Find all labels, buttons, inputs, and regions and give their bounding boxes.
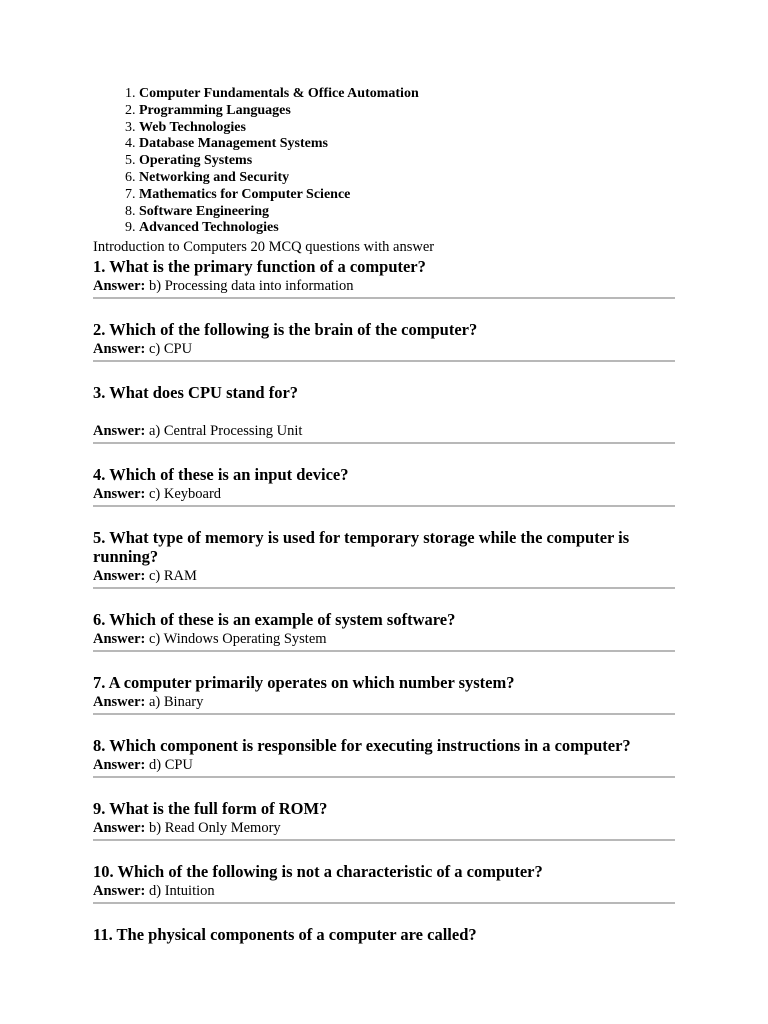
answer-label: Answer: [93,486,146,503]
divider [93,505,675,507]
divider [93,442,675,444]
answer-label: Answer: [93,631,146,648]
question-block [93,673,675,715]
divider [93,650,675,652]
question-heading: 5. What type of memory is used for temporary storage while the computer is running? [93,528,630,567]
question-heading: 8. Which component is responsible for executing instructions in a computer? [93,736,631,756]
answer-text: c) Windows Operating System [148,631,327,648]
question-heading: 10. Which of the following is not a characteristic of a computer? [93,862,543,882]
topic-item: 3. Web Technologies [139,120,675,137]
topic-list [93,86,675,237]
topic-item: 7. Mathematics for Computer Science [139,187,675,204]
topic-item: 4. Database Management Systems [139,136,675,153]
topic-item: 9. Advanced Technologies [139,220,675,237]
answer-label: Answer: [93,820,146,837]
divider [93,360,675,362]
answer-line [93,276,675,296]
question-heading: 3. What does CPU stand for? [93,383,299,403]
answer-text: b) Processing data into information [148,278,354,295]
answer-text: d) CPU [148,757,193,774]
question-block [93,320,675,362]
question-heading: 4. Which of these is an input device? [93,465,349,485]
question-block [93,925,675,944]
divider [93,713,675,715]
answer-text: d) Intuition [148,883,215,900]
document-page [93,86,675,944]
question-block [93,257,675,299]
divider [93,297,675,299]
answer-text: c) RAM [148,568,197,585]
question-block [93,862,675,904]
answer-text: c) Keyboard [148,486,222,503]
topic-item: 8. Software Engineering [139,204,675,221]
question-block [93,383,675,444]
topic-item: 5. Operating Systems [139,153,675,170]
question-block [93,610,675,652]
question-heading: 1. What is the primary function of a computer? [93,257,426,277]
answer-text: a) Binary [148,694,204,711]
answer-label: Answer: [93,341,146,358]
answer-line [93,818,675,838]
answer-label: Answer: [93,757,146,774]
intro-text: Introduction to Computers 20 MCQ questions with answer [93,239,435,256]
divider [93,839,675,841]
answer-label: Answer: [93,694,146,711]
question-block [93,528,675,589]
topic-item: 1. Computer Fundamentals & Office Automation [139,86,675,103]
question-heading: 2. Which of the following is the brain of the computer? [93,320,478,340]
answer-line [93,755,675,775]
answer-label: Answer: [93,423,146,440]
answer-text: b) Read Only Memory [148,820,281,837]
answer-line [93,339,675,359]
question-block [93,465,675,507]
answer-text: c) CPU [148,341,193,358]
answer-label: Answer: [93,568,146,585]
answer-line [93,484,675,504]
answer-line [93,421,675,441]
question-block [93,736,675,778]
answer-label: Answer: [93,278,146,295]
answer-line [93,629,675,649]
question-heading: 6. Which of these is an example of system software? [93,610,456,630]
blank-line [93,402,675,421]
answer-label: Answer: [93,883,146,900]
answer-line [93,692,675,712]
question-block [93,799,675,841]
divider [93,587,675,589]
question-heading: 11. The physical components of a computer are called? [93,925,477,945]
answer-line [93,566,675,586]
question-heading: 9. What is the full form of ROM? [93,799,328,819]
topic-item: 2. Programming Languages [139,103,675,120]
question-heading: 7. A computer primarily operates on which number system? [93,673,515,693]
divider [93,902,675,904]
answer-line [93,881,675,901]
topic-item: 6. Networking and Security [139,170,675,187]
answer-text: a) Central Processing Unit [148,423,303,440]
divider [93,776,675,778]
